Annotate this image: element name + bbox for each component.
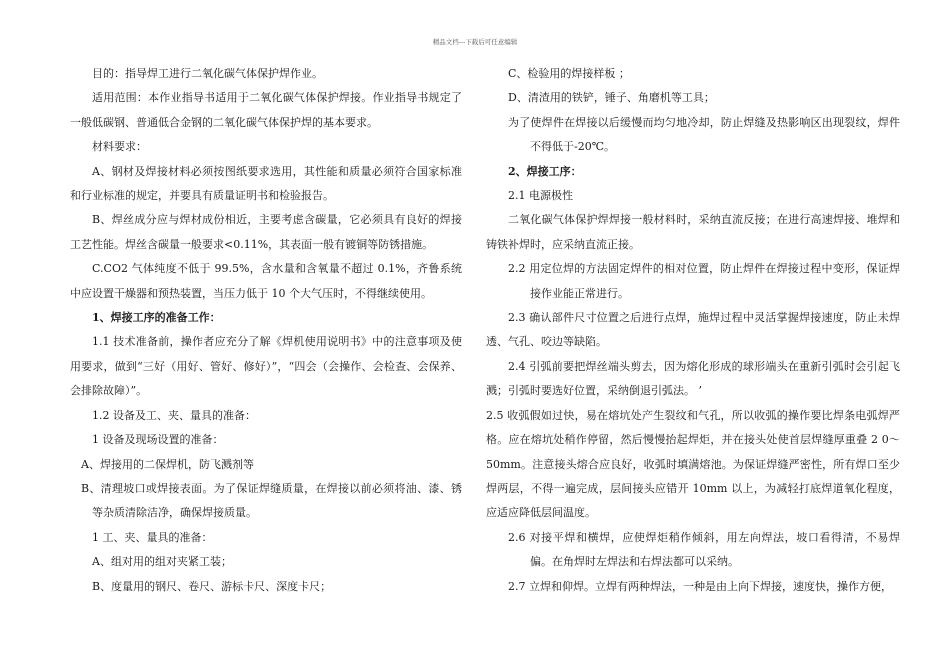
right-column bbox=[486, 62, 900, 599]
tools-item-d: D、清渣用的铁铲，锤子、角磨机等工具； bbox=[508, 91, 715, 105]
tools-item-a: A、组对用的组对夹紧工装； bbox=[92, 555, 232, 569]
site-setup-item-a: A、焊接用的二保焊机，防飞溅剂等 bbox=[81, 457, 254, 471]
left-column bbox=[70, 62, 462, 599]
tools-prep-heading: 1 工、夹、量具的准备： bbox=[92, 530, 213, 544]
scope-paragraph: 适用范围：本作业指导书适用于二氧化碳气体保护焊接。作业指导书规定了一般低碳钢、普通低合金钢的二氧化碳气体保护焊的基本要求。 bbox=[70, 91, 462, 129]
preheat-paragraph: 为了使焊件在焊接以后缓慢而均匀地冷却，防止焊缝及热影响区出现裂纹，焊件不得低于-20℃。 bbox=[508, 115, 900, 154]
step-2-1-heading: 2.1 电源极性 bbox=[508, 189, 573, 203]
step-2-5-paragraph: 2.5 收弧假如过快，易在熔坑处产生裂纹和气孔，所以收弧的操作要比焊条电弧焊严格。应在熔坑处稍作停留，然后慢慢抬起焊炬，并在接头处使首层焊缝厚重叠 2 0～50mm。注意接头熔合应良好，收弧时填满熔池。为保证焊缝严密性，所有焊口至少焊两层，不得一遍完成，层间接头应错开 10mm 以上，为减轻打底焊道氧化程度，应适应降低层间温度。 bbox=[486, 408, 900, 520]
equipment-prep-heading: 1.2 设备及工、夹、量具的准备： bbox=[92, 408, 256, 422]
step-2-2-paragraph: 2.2 用定位焊的方法固定焊件的相对位置，防止焊件在焊接过程中变形，保证焊接作业能正常进行。 bbox=[508, 262, 900, 300]
materials-item-a: A、钢材及焊接材料必须按图纸要求选用，其性能和质量必须符合国家标准和行业标准的规定，并要具有质量证明书和检验报告。 bbox=[70, 164, 462, 203]
site-setup-item-b: B、清理坡口或焊接表面。为了保证焊缝质量，在焊接以前必须将油、漆、锈等杂质清除洁净，确保焊接质量。 bbox=[81, 481, 462, 520]
section-2-heading: 2、焊接工序： bbox=[508, 164, 582, 178]
tech-prep-paragraph: 1.1 技术准备前，操作者应充分了解《焊机使用说明书》中的注意事项及使用要求，做到“三好（用好、管好、修好）”，“四会（会操作、会检查、会保养、会排除故障）”。 bbox=[70, 335, 462, 398]
section-1-heading: 1、焊接工序的准备工作： bbox=[92, 311, 221, 325]
site-setup-heading: 1 设备及现场设置的准备： bbox=[92, 433, 224, 447]
step-2-1-paragraph: 二氧化碳气体保护焊焊接一般材料时，采纳直流反接；在进行高速焊接、堆焊和铸铁补焊时，应采纳直流正接。 bbox=[486, 213, 900, 251]
tools-item-c: C、检验用的焊接样板 ； bbox=[508, 67, 630, 80]
materials-item-c: C.CO2 气体纯度不低于 99.5%，含水量和含氧量不超过 0.1%，齐鲁系统中应设置干燥器和预热装置，当压力低于 10 个大气压时，不得继续使用。 bbox=[70, 262, 462, 300]
step-2-6-paragraph: 2.6 对接平焊和横焊，应使焊炬稍作倾斜，用左向焊法，坡口看得清，不易焊偏。在角焊时左焊法和右焊法都可以采纳。 bbox=[508, 530, 900, 569]
materials-heading: 材料要求： bbox=[92, 140, 147, 154]
page-header: 精品文档---下载后可任意编辑 bbox=[432, 38, 518, 46]
purpose-paragraph: 目的：指导焊工进行二氧化碳气体保护焊作业。 bbox=[92, 67, 323, 80]
materials-item-b: B、焊丝成分应与焊材成份相近，主要考虑含碳量，它必须具有良好的焊接工艺性能。焊丝含碳量一般要求<0.11%，其表面一般有镀铜等防锈措施。 bbox=[70, 213, 462, 251]
step-2-3-paragraph: 2.3 确认部件尺寸位置之后进行点焊，施焊过程中灵活掌握焊接速度，防止未焊透、气孔、咬边等缺陷。 bbox=[486, 311, 900, 349]
tools-item-b: B、度量用的钢尺、卷尺、游标卡尺、深度卡尺； bbox=[92, 579, 332, 593]
step-2-7-paragraph: 2.7 立焊和仰焊。立焊有两种焊法，一种是由上向下焊接，速度快，操作方便， bbox=[508, 579, 892, 593]
step-2-4-paragraph: 2.4 引弧前要把焊丝端头剪去，因为熔化形成的球形端头在重新引弧时会引起飞溅；引弧时要选好位置，采纳倒退引弧法。 ’ bbox=[486, 359, 900, 398]
